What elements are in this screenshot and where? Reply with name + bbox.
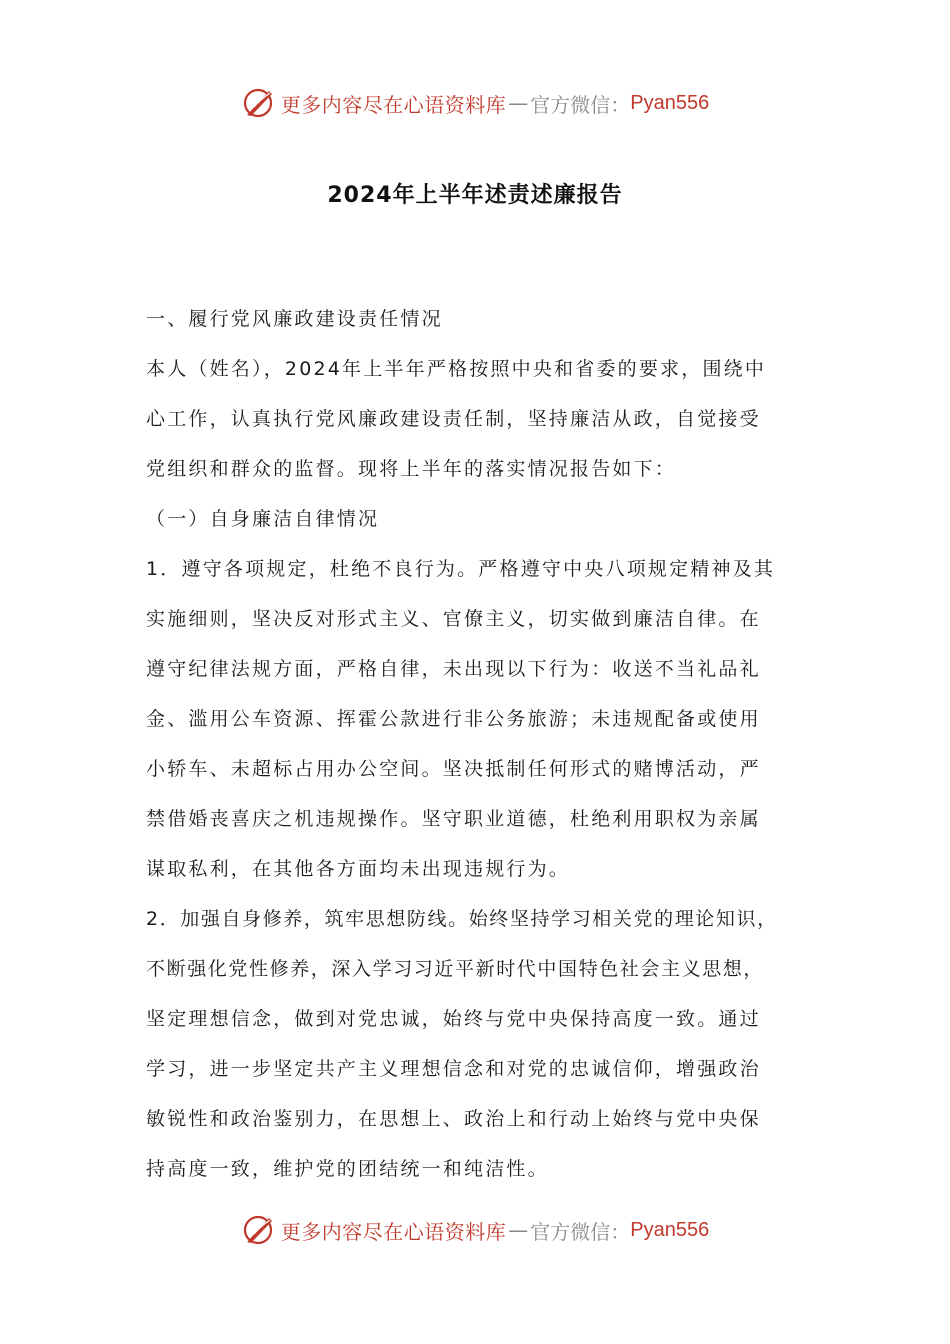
- body-line: 坚定理想信念，做到对党忠诚，始终与党中央保持高度一致。通过: [146, 1008, 761, 1030]
- body-line: 遵守纪律法规方面，严格自律，未出现以下行为：收送不当礼品礼: [146, 658, 761, 680]
- watermark-separator: —: [508, 1218, 529, 1242]
- quill-pen-logo-icon: [241, 85, 277, 121]
- watermark-official-label: 官方微信：: [530, 1219, 631, 1244]
- document-body: [146, 298, 810, 1198]
- footer-watermark: [0, 1210, 950, 1250]
- watermark-separator: —: [508, 91, 529, 115]
- body-line: 实施细则，坚决反对形式主义、官僚主义，切实做到廉洁自律。在: [146, 608, 761, 630]
- quill-pen-logo-icon: [241, 1212, 277, 1248]
- body-line: 小轿车、未超标占用办公空间。坚决抵制任何形式的赌博活动，严: [146, 758, 761, 780]
- watermark-text: 更多内容尽在心语资料库: [280, 92, 507, 117]
- body-line: 金、滥用公车资源、挥霍公款进行非公务旅游；未违规配备或使用: [146, 708, 761, 730]
- body-line: 2．加强自身修养，筑牢思想防线。始终坚持学习相关党的理论知识，: [146, 908, 778, 930]
- body-line: （一）自身廉洁自律情况: [146, 508, 380, 530]
- watermark-text: 更多内容尽在心语资料库: [280, 1219, 507, 1244]
- header-watermark: [0, 83, 950, 123]
- body-line: 学习，进一步坚定共产主义理想信念和对党的忠诚信仰，增强政治: [146, 1058, 761, 1080]
- watermark-handle: Pyan556: [630, 1218, 710, 1241]
- body-line: 敏锐性和政治鉴别力，在思想上、政治上和行动上始终与党中央保: [146, 1108, 761, 1130]
- body-line: 本人（姓名），2024年上半年严格按照中央和省委的要求，围绕中: [146, 358, 767, 380]
- body-line: 不断强化党性修养，深入学习习近平新时代中国特色社会主义思想，: [146, 958, 765, 980]
- body-line: 心工作，认真执行党风廉政建设责任制，坚持廉洁从政，自觉接受: [146, 408, 761, 430]
- body-line: 谋取私利，在其他各方面均未出现违规行为。: [146, 858, 571, 880]
- body-line: 一、履行党风廉政建设责任情况: [146, 308, 443, 330]
- body-line: 1．遵守各项规定，杜绝不良行为。严格遵守中央八项规定精神及其: [146, 558, 776, 580]
- body-line: 党组织和群众的监督。现将上半年的落实情况报告如下：: [146, 458, 677, 480]
- body-line: 禁借婚丧喜庆之机违规操作。坚守职业道德，杜绝利用职权为亲属: [146, 808, 761, 830]
- watermark-handle: Pyan556: [630, 91, 710, 114]
- watermark-official-label: 官方微信：: [530, 92, 631, 117]
- document-title: 2024年上半年述责述廉报告: [327, 183, 623, 208]
- body-line: 持高度一致，维护党的团结统一和纯洁性。: [146, 1158, 549, 1180]
